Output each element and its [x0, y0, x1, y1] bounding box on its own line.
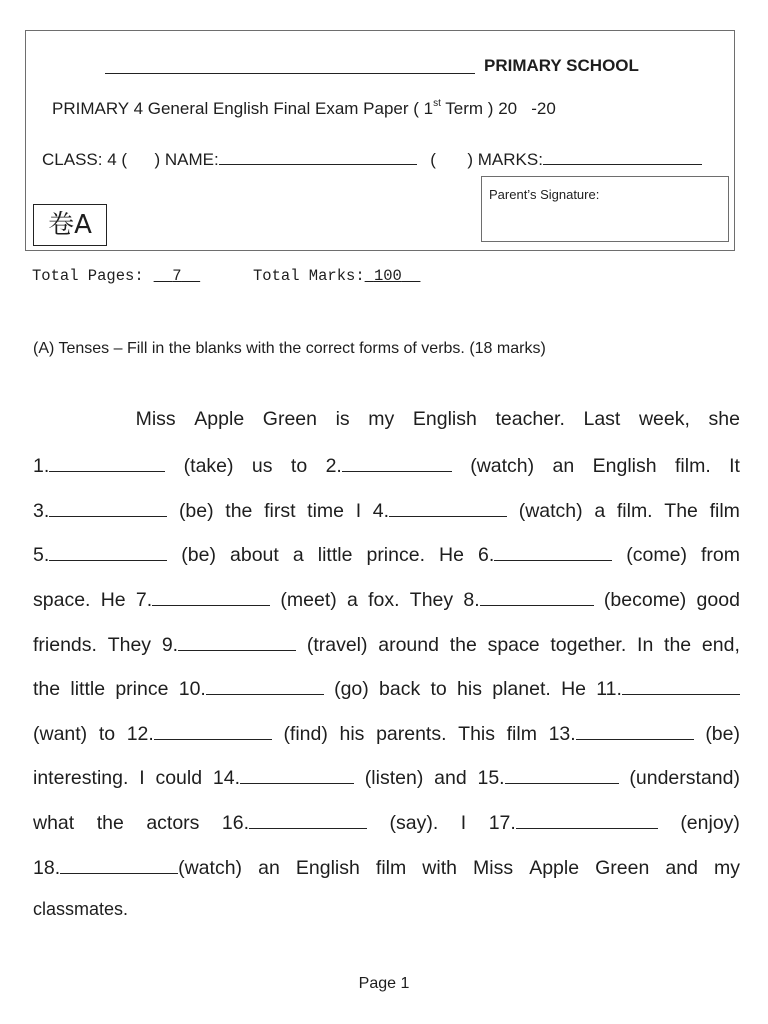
answer-blank-17[interactable] — [516, 810, 658, 829]
passage-word: the — [449, 634, 477, 656]
passage-word: his — [457, 678, 482, 700]
answer-blank-1[interactable] — [49, 453, 165, 472]
passage-word: together. — [550, 634, 627, 656]
passage-word: little — [317, 544, 353, 566]
passage-line-12 — [33, 899, 740, 925]
passage-word: 17. — [488, 812, 516, 834]
passage-word: (come) — [626, 544, 687, 566]
name-blank — [219, 150, 417, 165]
parent-signature-label: Parent’s Signature: — [489, 187, 600, 202]
blank-group — [463, 587, 593, 612]
passage-word: (want) — [33, 723, 88, 745]
blank-group — [162, 632, 296, 657]
passage-word: The — [664, 500, 698, 522]
passage-word: (watch) — [518, 500, 583, 522]
passage-word: 13. — [548, 723, 576, 745]
passage-word: 7. — [135, 589, 153, 611]
passage-word: back — [379, 678, 421, 700]
passage-word: teacher. — [495, 408, 565, 430]
passage-word: (understand) — [629, 767, 740, 789]
passage-line-11 — [33, 855, 740, 881]
passage-word: a — [292, 544, 304, 566]
passage-line-4 — [33, 542, 740, 568]
passage-word: 4. — [372, 500, 390, 522]
passage-word: 5. — [33, 544, 50, 566]
passage-word: Green — [262, 408, 317, 430]
passage-word: Miss — [135, 408, 176, 430]
passage-word: (watch) — [178, 857, 243, 879]
passage-word: (watch) — [470, 455, 535, 477]
passage-word: space. — [33, 589, 91, 611]
answer-blank-7[interactable] — [152, 587, 270, 606]
blank-group — [33, 855, 242, 880]
blank-group — [33, 453, 165, 478]
passage-word: my — [714, 857, 740, 879]
passage-line-6 — [33, 632, 740, 658]
answer-blank-6[interactable] — [494, 542, 612, 561]
blank-group — [477, 765, 618, 790]
passage-word: (be) — [705, 723, 740, 745]
exam-title-superscript: st — [433, 98, 441, 110]
passage-line-3 — [33, 498, 740, 524]
exam-title — [52, 99, 556, 119]
passage-word: actors — [146, 812, 200, 834]
passage-word: classmates. — [33, 899, 129, 919]
passage-word: 16. — [221, 812, 250, 834]
passage-word: I — [460, 812, 467, 834]
answer-blank-9[interactable] — [178, 632, 296, 651]
passage-word: fox. — [368, 589, 400, 611]
answer-blank-12[interactable] — [154, 721, 272, 740]
answer-blank-18[interactable] — [60, 855, 178, 874]
passage-word: (meet) — [280, 589, 337, 611]
passage-word: 9. — [161, 634, 179, 656]
passage-word: 6. — [478, 544, 495, 566]
passage-word: prince. — [366, 544, 425, 566]
passage-word: (find) — [283, 723, 328, 745]
total-pages-label: Total Pages: — [32, 267, 144, 285]
page-number: Page 1 — [358, 975, 410, 992]
passage-word: (be) — [181, 544, 216, 566]
passage-word: He — [561, 678, 587, 700]
passage-word: Miss — [473, 857, 514, 879]
parent-signature-box — [481, 176, 729, 242]
passage-word: This — [458, 723, 495, 745]
answer-blank-4[interactable] — [389, 498, 507, 517]
passage-word: In — [637, 634, 654, 656]
passage-word: time — [307, 500, 345, 522]
passage-word: end, — [701, 634, 740, 656]
exam-title-prefix: PRIMARY 4 General English Final Exam Paper ( 1 — [52, 99, 434, 118]
passage-word: the — [33, 678, 61, 700]
passage-word: my — [368, 408, 395, 430]
passage-word: his — [339, 723, 365, 745]
passage-line-2 — [33, 453, 740, 479]
passage-word: (say). — [389, 812, 439, 834]
total-marks-value: 100 — [373, 267, 402, 285]
blank-group — [549, 721, 694, 746]
passage-word: 14. — [212, 767, 240, 789]
passage-word: They — [409, 589, 454, 611]
passage-word: He — [439, 544, 464, 566]
passage-word: Green — [595, 857, 650, 879]
passage-word: 15. — [477, 767, 505, 789]
passage-word: English — [592, 455, 657, 477]
blank-group — [373, 498, 507, 523]
passage-word: the — [225, 500, 253, 522]
blank-group — [179, 676, 324, 701]
passage-word: good — [696, 589, 740, 611]
passage-word: us — [251, 455, 273, 477]
passage-word: first — [264, 500, 296, 522]
passage-word: I — [139, 767, 145, 789]
blank-group — [596, 676, 740, 701]
passage-line-8 — [33, 721, 740, 747]
passage-line-1 — [33, 408, 740, 434]
passage-word: film — [709, 500, 740, 522]
passage-line-9 — [33, 765, 740, 791]
passage-word: Apple — [194, 408, 245, 430]
total-pages — [32, 267, 200, 285]
passage-word: is — [335, 408, 350, 430]
answer-blank-2[interactable] — [342, 453, 452, 472]
passage-word: and — [434, 767, 467, 789]
answer-blank-11[interactable] — [622, 676, 740, 695]
passage-word: could — [155, 767, 203, 789]
passage-word: about — [230, 544, 279, 566]
passage-word: English — [295, 857, 360, 879]
passage-word: film. — [675, 455, 711, 477]
passage-word: prince — [115, 678, 169, 700]
passage-word: to — [98, 723, 116, 745]
passage-word: It — [729, 455, 740, 477]
blank-group — [489, 810, 658, 835]
blank-group — [478, 542, 612, 567]
passage-word: to — [430, 678, 447, 700]
passage-word: parents. — [376, 723, 447, 745]
total-marks — [253, 267, 420, 285]
passage-word: Last — [583, 408, 621, 430]
passage-word: (take) — [183, 455, 234, 477]
passage-word: little — [70, 678, 106, 700]
passage-word: They — [107, 634, 152, 656]
passage-word: (listen) — [364, 767, 424, 789]
passage-word: space — [487, 634, 540, 656]
passage-word: He — [100, 589, 126, 611]
passage-word: (travel) — [306, 634, 368, 656]
passage-word: 11. — [596, 678, 622, 700]
blank-group — [326, 453, 452, 478]
class-number-paren: ( — [430, 150, 436, 169]
passage-word: 10. — [178, 678, 206, 700]
passage-word: the — [664, 634, 692, 656]
school-name-blank-line — [105, 73, 475, 74]
answer-blank-13[interactable] — [576, 721, 694, 740]
blank-group — [213, 765, 354, 790]
passage-word: (go) — [334, 678, 369, 700]
passage-line-5 — [33, 587, 740, 613]
marks-blank — [543, 150, 702, 165]
passage-word: (become) — [603, 589, 687, 611]
passage-word: interesting. — [33, 767, 129, 789]
answer-blank-14[interactable] — [240, 765, 354, 784]
section-heading: (A) Tenses – Fill in the blanks with the correct forms of verbs. (18 marks) — [33, 340, 546, 357]
answer-blank-5[interactable] — [49, 542, 167, 561]
passage-word: film — [375, 857, 407, 879]
passage-word: what — [33, 812, 75, 834]
passage-word: around — [378, 634, 439, 656]
passage-word: (be) — [178, 500, 214, 522]
passage-word: 8. — [463, 589, 480, 611]
marks-label: ) MARKS: — [467, 150, 543, 169]
passage-word: she — [708, 408, 740, 430]
passage-word: 3. — [33, 500, 50, 522]
passage-line-7 — [33, 676, 740, 702]
answer-blank-8[interactable] — [480, 587, 594, 606]
answer-blank-16[interactable] — [249, 810, 367, 829]
passage-word: an — [552, 455, 575, 477]
passage-word: 12. — [126, 723, 154, 745]
passage-word: (enjoy) — [680, 812, 740, 834]
passage-word: week, — [638, 408, 690, 430]
class-label: CLASS: 4 ( — [42, 150, 128, 169]
answer-blank-10[interactable] — [206, 676, 324, 695]
passage-word: with — [422, 857, 457, 879]
passage-word: film — [506, 723, 537, 745]
passage-word: a — [594, 500, 606, 522]
passage-word: I — [355, 500, 362, 522]
blank-group — [136, 587, 270, 612]
passage-word: 2. — [325, 455, 342, 477]
passage-word: from — [701, 544, 740, 566]
exam-title-suffix: Term ) 20 -20 — [440, 99, 556, 118]
blank-group — [222, 810, 367, 835]
answer-blank-15[interactable] — [505, 765, 619, 784]
passage-word: English — [412, 408, 477, 430]
blank-group — [33, 542, 167, 567]
passage-line-10 — [33, 810, 740, 836]
passage-word: friends. — [33, 634, 97, 656]
passage-word: Apple — [529, 857, 580, 879]
blank-group — [33, 498, 167, 523]
passage-word: film. — [616, 500, 653, 522]
student-info-row — [42, 150, 702, 170]
passage-word: an — [258, 857, 280, 879]
name-label: ) NAME: — [154, 150, 219, 169]
total-marks-label: Total Marks: — [253, 267, 365, 285]
total-pages-value: 7 — [172, 267, 182, 285]
blank-group — [127, 721, 272, 746]
passage-word: a — [347, 589, 358, 611]
passage-word: and — [665, 857, 698, 879]
passage-word: planet. — [492, 678, 551, 700]
paper-version-tag: 卷A — [33, 204, 107, 246]
passage-word: the — [96, 812, 124, 834]
passage-word: to — [290, 455, 308, 477]
passage-word: 18. — [33, 857, 61, 879]
passage-word: 1. — [33, 455, 50, 477]
school-name: PRIMARY SCHOOL — [484, 56, 639, 75]
answer-blank-3[interactable] — [49, 498, 167, 517]
